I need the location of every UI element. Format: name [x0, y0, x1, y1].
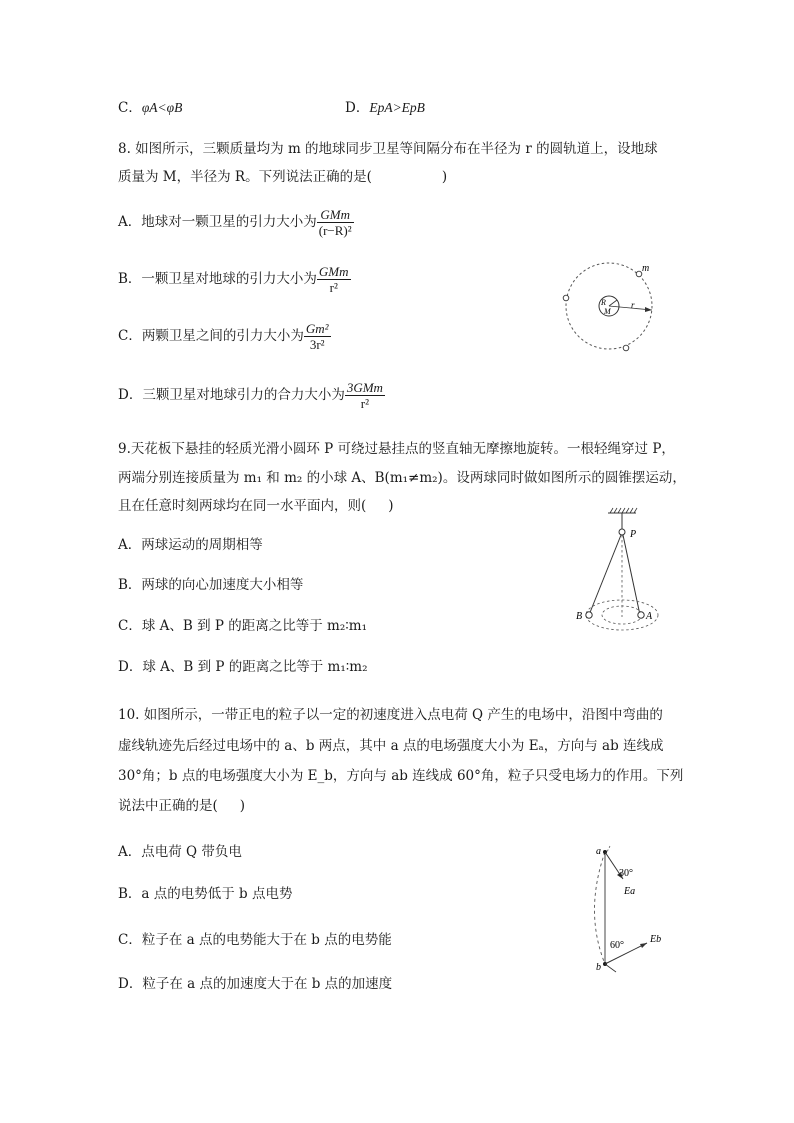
label-angle-30: 30°	[619, 868, 633, 879]
q10-option-b: B．a 点的电势低于 b 点电势	[118, 886, 293, 902]
q10-stem-line2: 虚线轨迹先后经过电场中的 a、b 两点，其中 a 点的电场强度大小为 Eₐ，方向与 ab 连线成	[118, 738, 664, 754]
exit-path	[605, 964, 616, 972]
q7-option-c-text: φA<φB	[141, 100, 183, 115]
label-b: b	[596, 962, 601, 973]
label-P: P	[630, 529, 637, 540]
label-m: m	[642, 263, 650, 274]
q10-option-c: C．粒子在 a 点的电势能大于在 b 点的电势能	[118, 932, 392, 948]
q8-option-d: D．三颗卫星对地球引力的合力大小为 $\frac{\text{3GMm}}{\text{r²}}$	[118, 380, 383, 411]
q8-stem-line1: 8. 如图所示，三颗质量均为 m 的地球同步卫星等间隔分布在半径为 r 的圆轨道上，设地球	[118, 141, 658, 157]
q9-option-d: D．球 A、B 到 P 的距离之比等于 m₁∶m₂	[118, 659, 368, 675]
label-r: r	[631, 300, 635, 310]
label-angle-60: 60°	[610, 940, 624, 951]
field-Eb-arrowhead	[640, 943, 647, 948]
q7-option-d: D．EpA>EpB	[345, 100, 425, 116]
satellite-3	[623, 345, 629, 351]
label-R: R	[601, 298, 606, 307]
q9-stem-line3: 且在任意时刻两球均在同一水平面内，则( )	[118, 498, 394, 514]
satellite-2	[563, 295, 569, 301]
q10-option-d: D．粒子在 a 点的加速度大于在 b 点的加速度	[118, 976, 393, 992]
q8-option-a-fraction: $\frac{\text{GMm}}{\text{(r−R)²}}$	[318, 207, 352, 238]
label-a: a	[596, 846, 601, 857]
q7-option-c: C．φA<φB	[118, 100, 183, 116]
label-M: M	[604, 307, 611, 316]
q9-option-a: A．两球运动的周期相等	[118, 537, 263, 553]
q8-option-a: A．地球对一颗卫星的引力大小为 $\frac{\text{GMm}}{\text{(r−R)²}}$	[118, 207, 352, 238]
q8-option-b: B．一颗卫星对地球的引力大小为 $\frac{\text{GMm}}{\text{r²}}$	[118, 264, 349, 295]
label-A: A	[646, 611, 653, 622]
q8-orbit-figure	[548, 248, 678, 370]
radius-arrowhead	[645, 307, 652, 312]
q8-stem-line2: 质量为 M，半径为 R。下列说法正确的是( )	[118, 169, 448, 185]
ring-P	[619, 529, 625, 535]
q9-option-c: C．球 A、B 到 P 的距离之比等于 m₂∶m₁	[118, 618, 367, 634]
q8-option-b-fraction: $\frac{\text{GMm}}{\text{r²}}$	[318, 264, 349, 295]
q8-option-d-fraction: $\frac{\text{3GMm}}{\text{r²}}$	[346, 380, 383, 411]
q10-stem-line4: 说法中正确的是( )	[118, 798, 246, 814]
label-Ea: Ea	[624, 886, 636, 897]
q8-option-c-fraction: $\frac{\text{Gm²}}{\text{3r²}}$	[305, 321, 329, 352]
q9-pendulum-figure	[570, 505, 670, 645]
q8-option-c: C．两颗卫星之间的引力大小为 $\frac{\text{Gm²}}{\text{3r²}}$	[118, 321, 329, 352]
string-A	[623, 535, 640, 615]
trajectory-curve	[595, 852, 606, 964]
q9-option-b: B．两球的向心加速度大小相等	[118, 577, 304, 593]
string-B	[589, 535, 621, 615]
earth-radius-line	[609, 300, 617, 306]
ceiling-hatch	[610, 508, 637, 513]
ball-A	[638, 612, 644, 618]
q10-stem-line3: 30°角；b 点的电场强度大小为 E_b，方向与 ab 连线成 60°角，粒子只受电场力的作用。下列	[118, 768, 684, 784]
label-Eb: Eb	[650, 934, 662, 945]
q7-option-d-text: EpA>EpB	[369, 100, 425, 115]
q9-stem-line2: 两端分别连接质量为 m₁ 和 m₂ 的小球 A、B(m₁≠m₂)。设两球同时做如图所示的圆锥摆运动，	[118, 470, 686, 486]
label-B: B	[576, 611, 583, 622]
q9-stem-line1: 9.天花板下悬挂的轻质光滑小圆环 P 可绕过悬挂点的竖直轴无摩擦地旋转。一根轻绳穿过 P，	[118, 441, 675, 457]
ball-B	[586, 612, 592, 618]
q10-stem-line1: 10. 如图所示，一带正电的粒子以一定的初速度进入点电荷 Q 产生的电场中，沿图中弯曲的	[118, 707, 663, 723]
satellite-1	[636, 271, 642, 277]
q10-field-figure	[580, 832, 690, 982]
q10-option-a: A．点电荷 Q 带负电	[118, 844, 242, 860]
